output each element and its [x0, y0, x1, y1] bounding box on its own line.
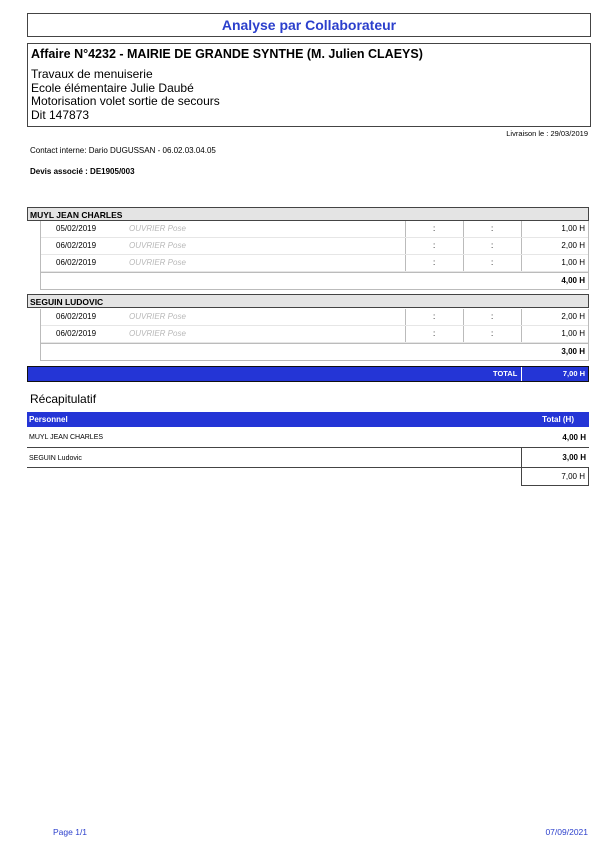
- row-col1: :: [433, 329, 436, 338]
- subtotal-value: 4,00 H: [561, 276, 585, 285]
- group-subtotal: [41, 343, 588, 361]
- recap-col-personnel: Personnel: [29, 415, 68, 424]
- group-header: MUYL JEAN CHARLES: [27, 207, 589, 221]
- subtotal-value: 3,00 H: [561, 347, 585, 356]
- recap-row: [27, 427, 589, 448]
- table-row: [41, 309, 588, 326]
- row-col1: :: [433, 258, 436, 267]
- livraison-date: Livraison le : 29/03/2019: [506, 129, 588, 138]
- table-row: [41, 221, 588, 238]
- recap-value: 3,00 H: [562, 453, 586, 462]
- recap-grand-total-cell: [521, 467, 589, 486]
- recap-value: 4,00 H: [562, 433, 586, 442]
- row-col2: :: [491, 329, 494, 338]
- row-col1: :: [433, 241, 436, 250]
- row-type: OUVRIER Pose: [129, 224, 186, 233]
- recap-name: MUYL JEAN CHARLES: [29, 434, 104, 441]
- table-row: [41, 326, 588, 343]
- table-row: [41, 255, 588, 272]
- affaire-line: Travaux de menuiserie: [31, 67, 153, 81]
- total-value: 7,00 H: [562, 369, 585, 378]
- affaire-lines: [31, 68, 220, 122]
- group-subtotal: [41, 272, 588, 290]
- row-date: 05/02/2019: [56, 224, 97, 233]
- devis-associe: Devis associé : DE1905/003: [30, 167, 135, 176]
- row-col2: :: [491, 258, 494, 267]
- affaire-heading: Affaire N°4232 - MAIRIE DE GRANDE SYNTHE (M. Julien CLAEYS): [31, 47, 423, 61]
- row-date: 06/02/2019: [56, 329, 97, 338]
- recap-row: [27, 448, 589, 468]
- row-col1: :: [433, 224, 436, 233]
- row-type: OUVRIER Pose: [129, 258, 186, 267]
- row-date: 06/02/2019: [56, 241, 97, 250]
- row-col1: :: [433, 312, 436, 321]
- contact-interne: Contact interne: Dario DUGUSSAN - 06.02.03.04.05: [30, 146, 216, 155]
- affaire-line: Dit 147873: [31, 107, 90, 122]
- report-title: Analyse par Collaborateur: [27, 13, 591, 37]
- affaire-line: Motorisation volet sortie de secours: [31, 94, 220, 108]
- row-value: 1,00 H: [561, 329, 585, 338]
- recap-value-cell: [521, 448, 589, 468]
- row-value: 1,00 H: [561, 224, 585, 233]
- row-type: OUVRIER Pose: [129, 241, 186, 250]
- row-date: 06/02/2019: [56, 258, 97, 267]
- page-number: Page 1/1: [53, 827, 88, 837]
- recap-name: SEGUIN Ludovic: [29, 455, 82, 462]
- recap-header: [27, 412, 589, 427]
- row-col2: :: [491, 312, 494, 321]
- affaire-box: [27, 43, 591, 127]
- recap-col-total: Total (H): [542, 415, 574, 424]
- recap-title: Récapitulatif: [30, 392, 97, 406]
- row-value: 2,00 H: [561, 241, 585, 250]
- print-date: 07/09/2021: [545, 827, 588, 837]
- group-rows: [40, 221, 589, 290]
- row-type: OUVRIER Pose: [129, 312, 186, 321]
- row-type: OUVRIER Pose: [129, 329, 186, 338]
- table-row: [41, 238, 588, 255]
- total-bar: [27, 366, 589, 382]
- row-col2: :: [491, 241, 494, 250]
- row-value: 1,00 H: [561, 258, 585, 267]
- group-header: SEGUIN LUDOVIC: [27, 294, 589, 308]
- row-date: 06/02/2019: [56, 312, 97, 321]
- recap-grand-total: 7,00 H: [561, 472, 585, 481]
- total-label: TOTAL: [493, 369, 518, 378]
- row-value: 2,00 H: [561, 312, 585, 321]
- affaire-line: Ecole élémentaire Julie Daubé: [31, 80, 194, 95]
- row-col2: :: [491, 224, 494, 233]
- group-rows: [40, 309, 589, 361]
